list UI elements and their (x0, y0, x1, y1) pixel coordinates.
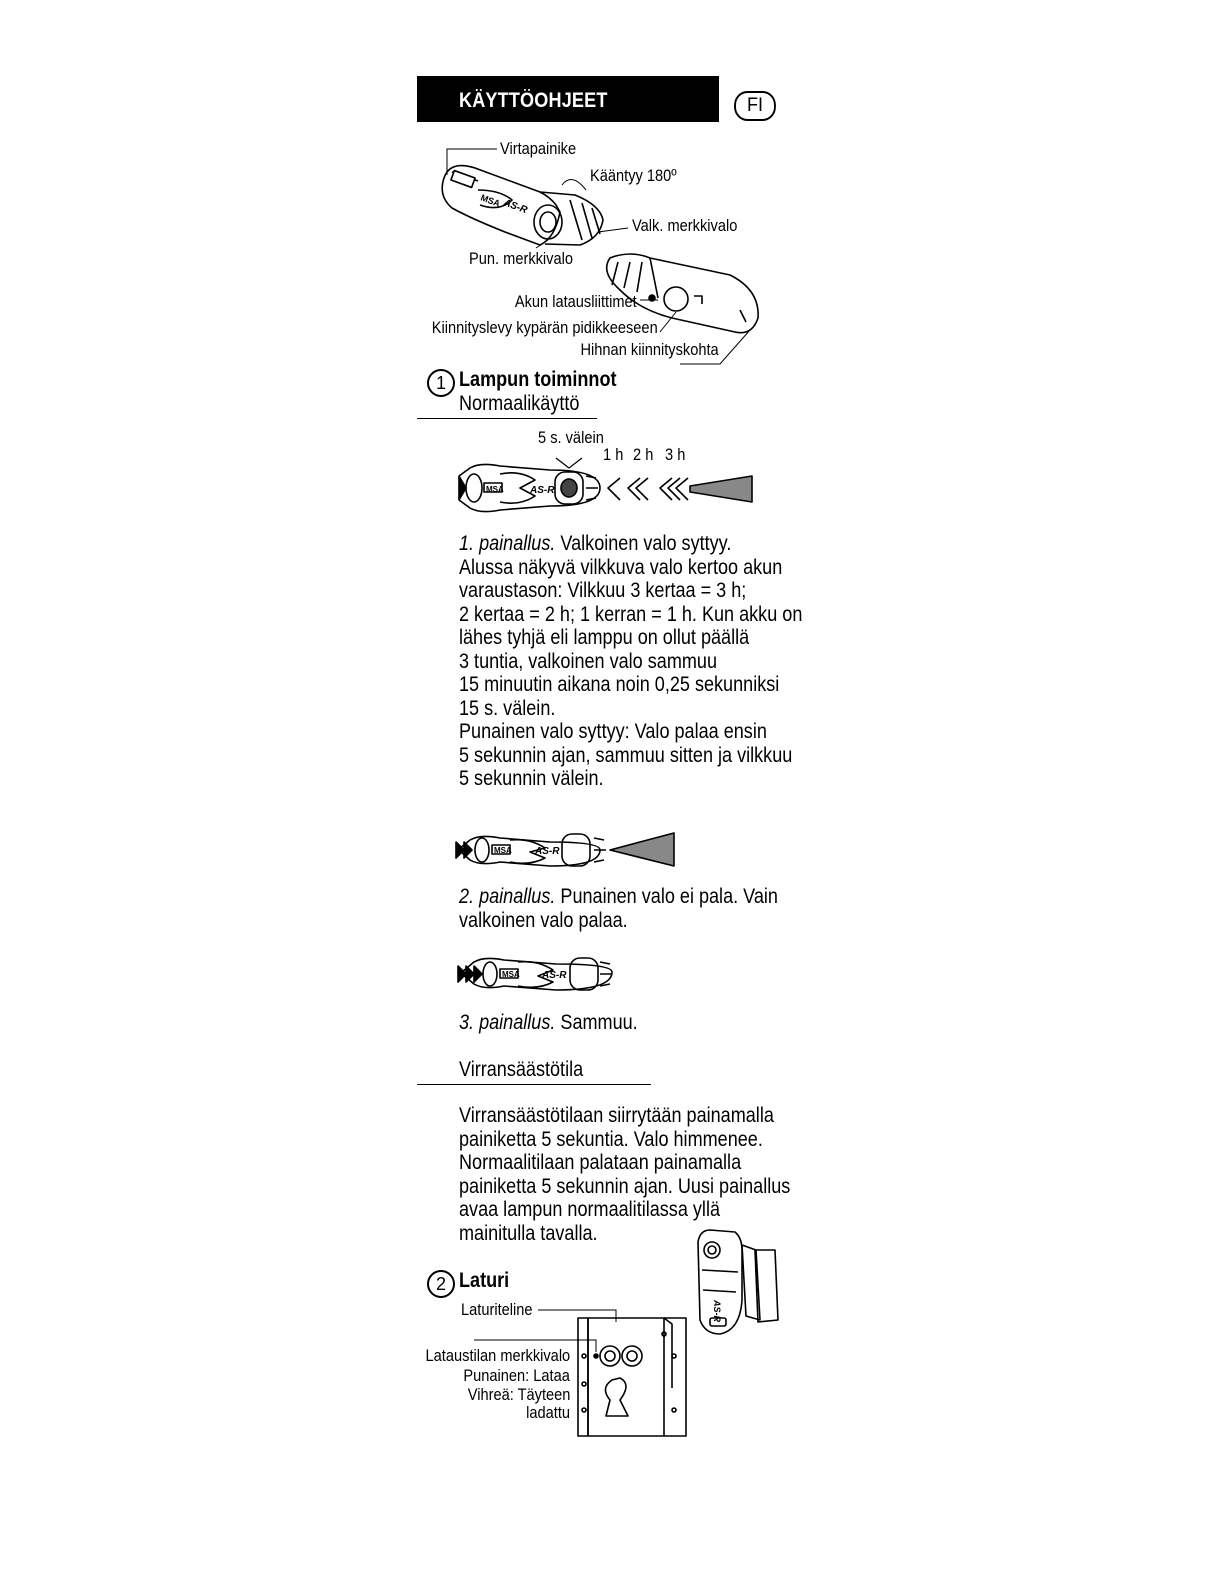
power-save-paragraph: Virransäästötilaan siirrytään painamalla painiketta 5 sekuntia. Valo himmenee. Normaalitilaan palataan painamalla painiketta 5 sekunnin ajan. Uusi painallus avaa lampun normaalitilassa yllä mainitulla tavalla. (459, 1104, 791, 1245)
strap-point-label: Hihnan kiinnityskohta (580, 340, 719, 359)
lamp-a-brand: MSA (486, 485, 504, 494)
power-button-label: Virtapainike (500, 139, 577, 158)
power-save-rule (417, 1084, 651, 1085)
cradle-lamp-model: AS-R (712, 1300, 722, 1322)
press1-line-1: 1. painallus. Valkoinen valo syttyy. (459, 532, 732, 555)
cradle-label: Laturiteline (461, 1300, 533, 1319)
lamp1-brand: MSA (479, 192, 502, 209)
white-indicator-label: Valk. merkkivalo (632, 216, 738, 235)
interval-label: 5 s. välein (538, 428, 604, 447)
red-charging-label: Punainen: Lataa (463, 1366, 570, 1385)
section-1-title: Lampun toiminnot (459, 368, 617, 391)
page-title: KÄYTTÖOHJEET (459, 89, 608, 112)
lamp-b-brand: MSA (494, 846, 512, 855)
battery-contacts-label: Akun latausliittimet (515, 292, 637, 311)
hour-2-label: 2 h (633, 445, 654, 464)
green-full-label: Vihreä: Täyteen (467, 1385, 570, 1404)
green-full-label-2: ladattu (526, 1403, 570, 1422)
press2-label: 2. painallus. (459, 885, 556, 908)
power-save-title: Virransäästötila (459, 1058, 584, 1081)
red-indicator-label: Pun. merkkivalo (469, 249, 574, 268)
hour-3-label: 3 h (665, 445, 686, 464)
mount-plate-label: Kiinnityslevy kypärän pidikkeeseen (432, 318, 658, 337)
charge-indicator-label: Lataustilan merkkivalo (425, 1346, 570, 1365)
press3-paragraph: 3. painallus. Sammuu. (459, 1011, 638, 1034)
press3-label: 3. painallus. (459, 1011, 556, 1034)
lamp1-model: AS-R (501, 197, 529, 217)
section-2-number: 2 (427, 1270, 455, 1298)
lamp-c-brand: MSA (502, 970, 520, 979)
hour-1-label: 1 h (603, 445, 624, 464)
lamp-a-model: AS-R (530, 485, 555, 496)
language-badge: FI (734, 91, 776, 121)
normal-use-subtitle: Normaalikäyttö (459, 392, 580, 415)
lamp-c-model: AS-R (542, 970, 567, 981)
rotates-label: Kääntyy 180º (590, 166, 677, 185)
press2-paragraph: 2. painallus. Punainen valo ei pala. Vain valkoinen valo palaa. (459, 885, 778, 932)
section-1-number: 1 (427, 369, 455, 397)
section-2-title: Laturi (459, 1269, 510, 1292)
lamp-b-model: AS-R (535, 846, 560, 857)
press1-label: 1. painallus. (459, 532, 556, 555)
press1-paragraph: 1. painallus. Valkoinen valo syttyy. Alussa näkyvä vilkkuva valo kertoo akun varaustason: Vilkkuu 3 kertaa = 3 h; 2 kertaa = 2 h; 1 kerran = 1 h. Kun akku on lähes tyhjä eli lamppu on ollut päällä 3 tuntia, valkoinen valo sammuu 15 minuutin aikana noin 0,25 sekunniksi 15 s. välein. Punainen valo syttyy: Valo palaa ensin 5 sekunnin ajan, sammuu sitten ja vilkkuu 5 sekunnin välein. (459, 532, 803, 790)
